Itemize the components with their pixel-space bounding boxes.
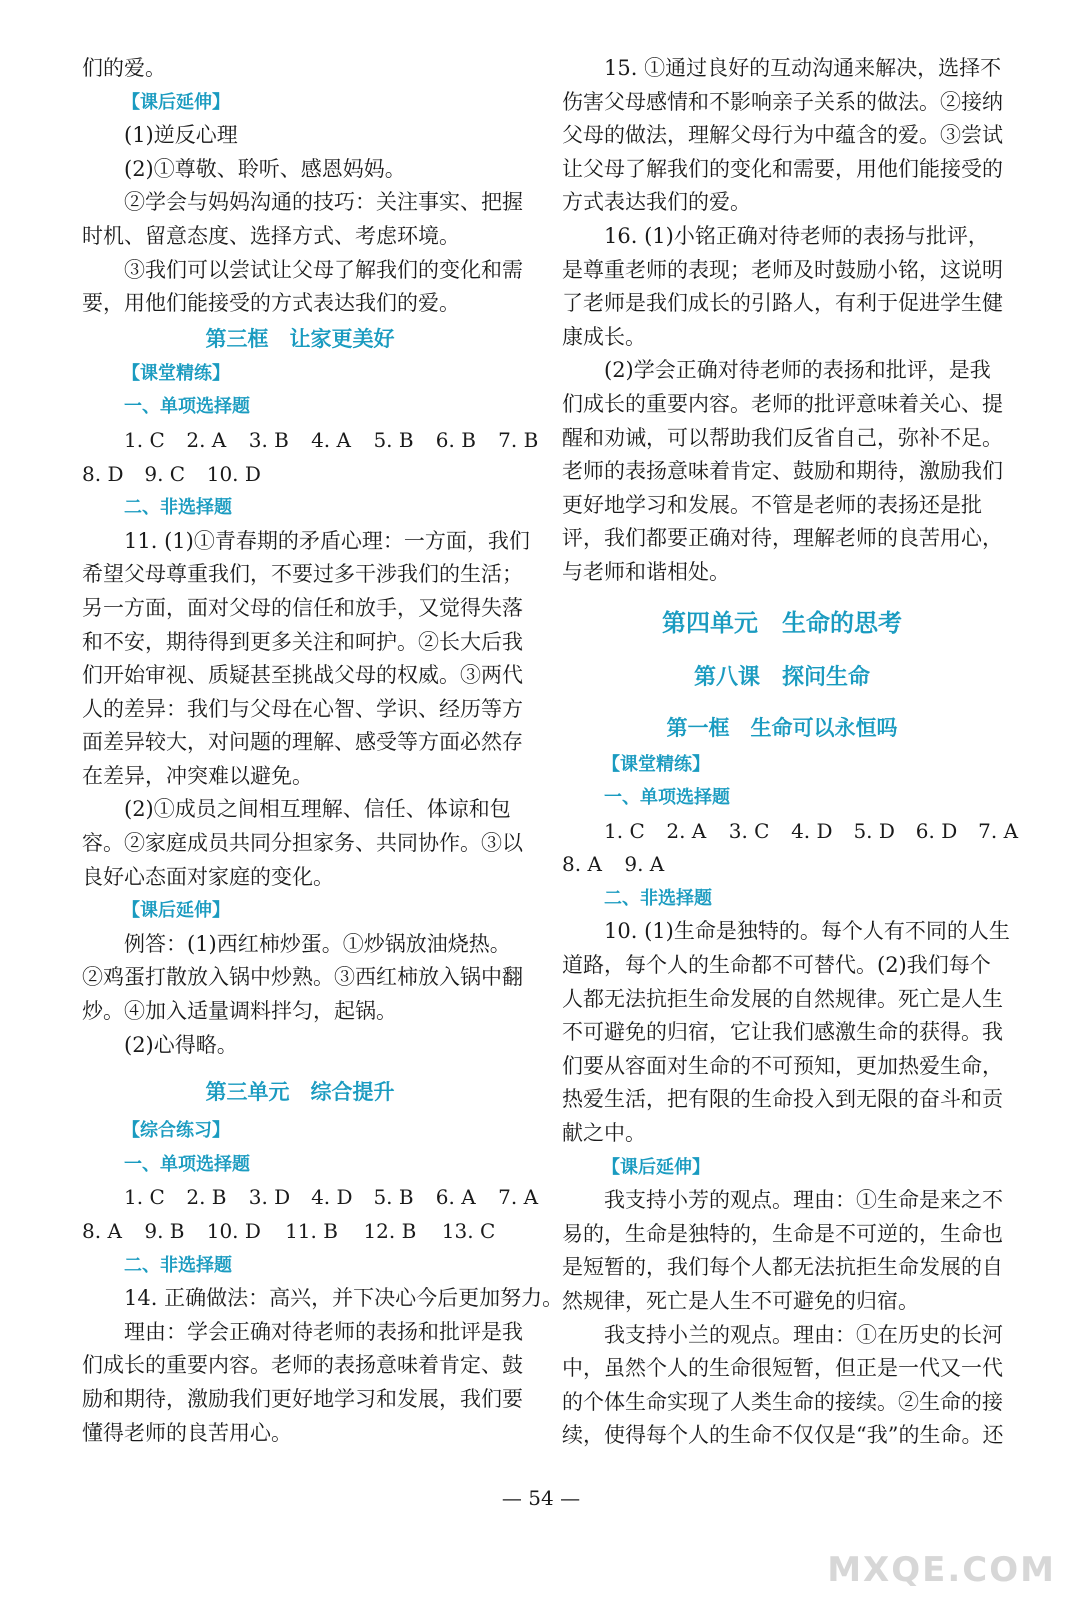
text-line: 要，用他们能接受的方式表达我们的爱。: [82, 291, 460, 316]
answer: 8. A: [82, 1219, 122, 1243]
answer: 6. D: [915, 818, 958, 843]
section-tag-after-class: 【课后延伸】: [602, 1156, 710, 1178]
text-line: ②学会与妈妈沟通的技巧：关注事实、把握: [124, 190, 523, 215]
section-tag-comprehensive: 【综合练习】: [122, 1120, 230, 1142]
text-line: 是尊重老师的表现；老师及时鼓励小铭，这说明: [562, 257, 1003, 282]
answer: 7. A: [978, 818, 1019, 843]
text-line: 10. (1)生命是独特的。每个人有不同的人生: [604, 919, 1010, 944]
answer: 9. A: [624, 852, 665, 877]
answer-row: [562, 848, 1002, 882]
answer: 13. C: [441, 1219, 496, 1243]
subsection-single-choice: 一、单项选择题: [124, 1153, 250, 1175]
text-line: 热爱生活，把有限的生命投入到无限的奋斗和贡: [562, 1087, 1003, 1112]
answer: 10. D: [206, 461, 261, 486]
text-line: 然规律，死亡是人生不可避免的归宿。: [562, 1289, 919, 1313]
answer: 2. A: [186, 427, 227, 452]
lesson-title: 第八课 探问生命: [693, 664, 870, 690]
answer: 2. A: [666, 818, 707, 843]
text-line: (2)①成员之间相互理解、信任、体谅和包: [124, 797, 511, 822]
answer: 8. A: [562, 852, 602, 877]
text-line: 们成长的重要内容。老师的表扬意味着肯定、鼓: [82, 1353, 523, 1378]
section-tag-class-practice: 【课堂精练】: [122, 362, 230, 384]
text-line: 希望父母尊重我们，不要过多干涉我们的生活；: [82, 562, 523, 587]
answer: 11. B: [285, 1219, 338, 1243]
text-line: 和不安，期待得到更多关注和呵护。②长大后我: [82, 629, 523, 654]
subsection-non-choice: 二、非选择题: [124, 1254, 232, 1276]
section-tag-after-class: 【课后延伸】: [122, 91, 230, 113]
text-line: 的个体生命实现了人类生命的接续。②生命的接: [562, 1389, 1003, 1414]
answer-row: [82, 458, 518, 492]
answer: 5. B: [373, 1185, 414, 1210]
unit-title: 第三单元 综合提升: [205, 1080, 395, 1105]
text-line: ②鸡蛋打散放入锅中炒熟。③西红柿放入锅中翻: [82, 965, 523, 990]
text-line: 道路，每个人的生命都不可替代。(2)我们每个: [562, 953, 991, 978]
right-column: [562, 52, 1019, 1453]
text-line: 14. 正确做法：高兴，并下决心今后更加努力。: [124, 1286, 564, 1311]
frame-title: 第一框 生命可以永恒吗: [666, 715, 898, 740]
text-line: 醒和劝诫，可以帮助我们反省自己，弥补不足。: [562, 425, 1003, 450]
text-line: 15. ①通过良好的互动沟通来解决，选择不: [604, 56, 1002, 80]
answer: 5. B: [373, 427, 414, 452]
text-line: 励和期待，激励我们更好地学习和发展，我们要: [82, 1386, 523, 1411]
text-line: 们的爱。: [82, 56, 166, 80]
answer: 10. D: [206, 1219, 261, 1243]
text-line: 不可避免的归宿，它让我们感激生命的获得。我: [562, 1020, 1003, 1045]
answer: 6. A: [435, 1185, 476, 1210]
text-line: 更好地学习和发展。不管是老师的表扬还是批: [562, 492, 982, 517]
text-line: 在差异，冲突难以避免。: [82, 763, 313, 788]
text-line: 良好心态面对家庭的变化。: [82, 864, 334, 889]
answer: 6. B: [435, 427, 476, 452]
answer: 7. B: [498, 427, 539, 452]
text-line: (2)①尊敬、聆听、感恩妈妈。: [124, 156, 406, 181]
text-line: 父母的做法，理解父母行为中蕴含的爱。③尝试: [562, 123, 1003, 148]
answer: 3. C: [728, 818, 770, 843]
answer: 1. C: [124, 427, 165, 452]
text-line: 们成长的重要内容。老师的批评意味着关心、提: [562, 391, 1003, 416]
answer: 2. B: [186, 1185, 227, 1210]
answer: 8. D: [82, 461, 124, 486]
answer: 9. B: [144, 1219, 185, 1243]
answer: 4. D: [791, 818, 833, 843]
answer: 5. D: [853, 818, 895, 843]
answer: 9. C: [144, 461, 186, 486]
text-line: 人都无法抗拒生命发展的自然规律。死亡是人生: [562, 986, 1003, 1011]
text-line: 是短暂的，我们每个人都无法抗拒生命发展的自: [562, 1255, 1003, 1280]
text-line: 献之中。: [562, 1121, 646, 1146]
section-tag-class-practice: 【课堂精练】: [602, 753, 710, 775]
text-line: 了老师是我们成长的引路人，有利于促进学生健: [562, 291, 1003, 316]
answer: 7. A: [498, 1185, 539, 1210]
text-line: (2)学会正确对待老师的表扬和批评，是我: [604, 358, 991, 383]
watermark: MXQE.COM: [827, 1550, 1056, 1590]
text-line: 中，虽然个人的生命很短暂，但正是一代又一代: [562, 1356, 1003, 1381]
text-line: 续，使得每个人的生命不仅仅是“我”的生命。还: [562, 1423, 1004, 1448]
text-line: (2)心得略。: [124, 1032, 238, 1057]
subsection-single-choice: 一、单项选择题: [604, 787, 730, 809]
answer: 1. C: [124, 1185, 165, 1210]
text-line: 容。②家庭成员共同分担家务、共同协作。③以: [82, 831, 523, 856]
page-number: — 54 —: [501, 1486, 581, 1510]
text-line: 让父母了解我们的变化和需要，用他们能接受的: [562, 156, 1003, 181]
left-column: [82, 52, 564, 1450]
answer: 4. D: [311, 1185, 353, 1210]
text-line: 人的差异：我们与父母在心智、学识、经历等方: [82, 696, 523, 721]
text-line: 时机、留意态度、选择方式、考虑环境。: [82, 223, 460, 248]
answer-row: [562, 815, 1019, 849]
text-line: 老师的表扬意味着肯定、鼓励和期待，激励我们: [562, 459, 1003, 484]
text-line: 理由：学会正确对待老师的表扬和批评是我: [124, 1319, 523, 1344]
text-line: 评，我们都要正确对待，理解老师的良苦用心，: [562, 526, 1003, 551]
text-line: 易的，生命是独特的，生命是不可逆的，生命也: [562, 1221, 1003, 1246]
text-line: ③我们可以尝试让父母了解我们的变化和需: [124, 257, 523, 282]
text-line: 例答：(1)西红柿炒蛋。①炒锅放油烧热。: [124, 931, 511, 956]
text-line: 另一方面，面对父母的信任和放手，又觉得失落: [82, 595, 523, 620]
answer-row: [82, 1215, 518, 1249]
text-line: 方式表达我们的爱。: [562, 190, 751, 215]
answer: 3. D: [248, 1185, 291, 1210]
text-line: (1)逆反心理: [124, 123, 238, 148]
text-line: 康成长。: [562, 324, 646, 349]
text-line: 与老师和谐相处。: [562, 559, 730, 584]
frame-title: 第三框 让家更美好: [205, 326, 395, 351]
unit-title: 第四单元 生命的思考: [662, 608, 902, 637]
text-line: 我支持小兰的观点。理由：①在历史的长河: [604, 1322, 1003, 1347]
text-line: 们要从容面对生命的不可预知，更加热爱生命，: [562, 1053, 1003, 1078]
answer: 3. B: [248, 427, 289, 452]
answer: 1. C: [604, 818, 645, 843]
section-tag-after-class: 【课后延伸】: [122, 900, 230, 922]
text-line: 面差异较大，对问题的理解、感受等方面必然存: [82, 730, 523, 755]
text-line: 16. (1)小铭正确对待老师的表扬与批评，: [604, 223, 989, 248]
text-line: 懂得老师的良苦用心。: [82, 1420, 292, 1445]
text-line: 11. (1)①青春期的矛盾心理：一方面，我们: [124, 528, 530, 553]
text-line: 我支持小芳的观点。理由：①生命是来之不: [604, 1188, 1003, 1213]
text-line: 们开始审视、质疑甚至挑战父母的权威。③两代: [82, 663, 523, 688]
answer-row: [82, 1181, 539, 1215]
answer: 12. B: [363, 1219, 417, 1243]
text-line: 伤害父母感情和不影响亲子关系的做法。②接纳: [562, 89, 1003, 114]
subsection-single-choice: 一、单项选择题: [124, 396, 250, 418]
answer: 4. A: [311, 427, 351, 452]
answer-row: [82, 424, 539, 458]
text-line: 炒。④加入适量调料拌匀，起锅。: [82, 999, 397, 1024]
subsection-non-choice: 二、非选择题: [124, 497, 232, 519]
subsection-non-choice: 二、非选择题: [604, 887, 712, 909]
